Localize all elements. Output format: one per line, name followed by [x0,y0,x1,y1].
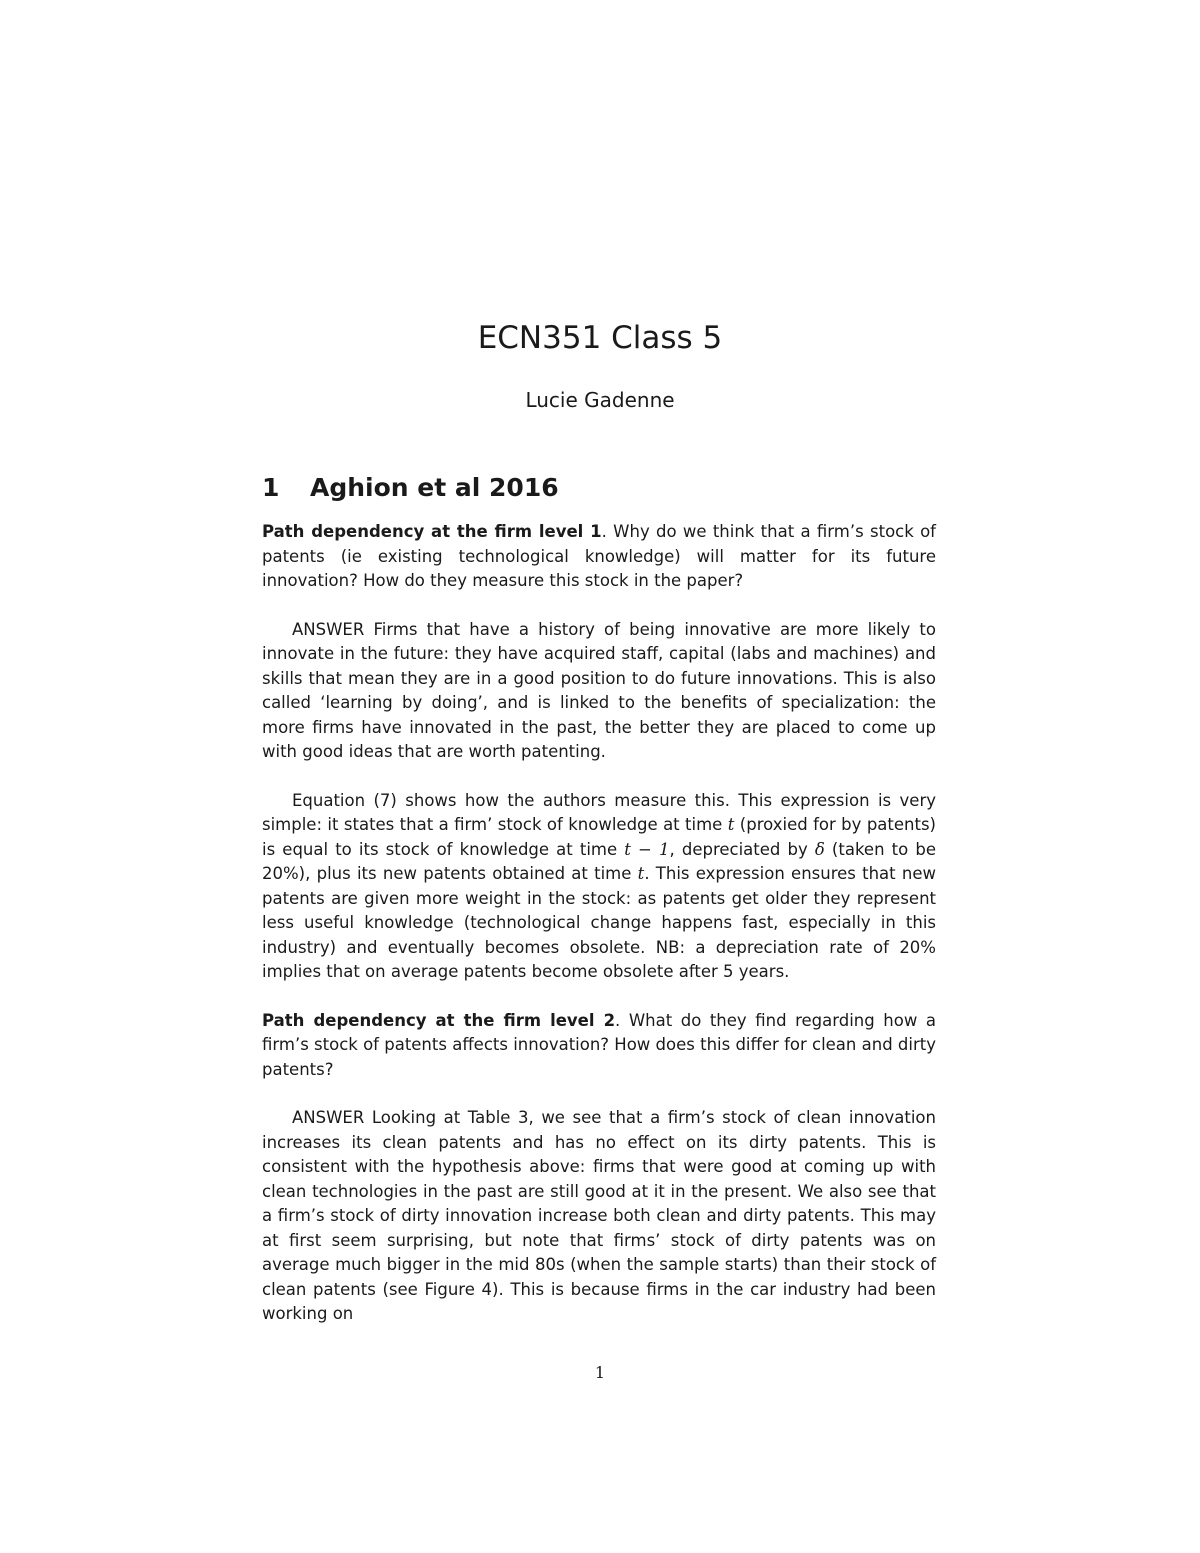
question-paragraph-2 [262,1009,936,1083]
section-title: Aghion et al 2016 [310,473,559,502]
document-title: ECN351 Class 5 [477,320,723,356]
section-number: 1 [262,473,280,502]
section-heading [262,470,936,506]
text-segment: , depreciated by [669,839,815,859]
question-text-2: . What do they find regarding how a firm’s stock of patents affects innovation? How does this differ for clean and dirty patents? [262,1010,936,1079]
math-time-t-minus-1: t − 1 [624,839,670,859]
document-body [262,470,936,1351]
answer-paragraph-2: ANSWER Looking at Table 3, we see that a firm’s stock of clean innovation increases its clean patents and has no effect on its dirty patents. This is consistent with the hypothesis above: firms that were good at coming up with clean technologies in the past are still good at it in the present. We also see that a firm’s stock of dirty innovation increase both clean and dirty patents. This may at first seem surprising, but note that firms’ stock of dirty patents was on average much bigger in the mid 80s (when the sample starts) than their stock of clean patents (see Figure 4). This is because firms in the car industry had been working on [262,1108,936,1323]
text-segment: Equation (7) shows how the authors measure this. This expression is very simple: it states that a firm’ stock of knowledge at time [262,790,936,834]
answer-paragraph-1: ANSWER Firms that have a history of being innovative are more likely to innovate in the future: they have acquired staff, capital (labs and machines) and skills that mean they are in a good position to do future innovations. This is also called ‘learning by doing’, and is linked to the benefits of specialization: the more firms have innovated in the past, the better they are placed to come up with good ideas that are worth patenting. [262,619,936,761]
math-time-t: t [727,815,735,834]
question-text-1: . Why do we think that a firm’s stock of patents (ie existing technological knowledge) will matter for its future innovation? How do they measure this stock in the paper? [262,522,936,590]
text-segment: (taken to be 20%), plus its new patents obtained at time [262,839,936,883]
question-heading-2: Path dependency at the firm level 2 [262,1010,616,1030]
text-segment: (proxied for by patents) is equal to its stock of knowledge at time [262,815,936,859]
question-heading-1: Path dependency at the firm level 1 [262,522,602,541]
page-number: 1 [594,1363,606,1382]
text-segment: . This expression ensures that new patents are given more weight in the stock: as patents get older they represent less useful knowledge (technological change happens fast, especially in this industry) and eventually becomes obsolete. NB: a depreciation rate of 20% implies that on average patents become obsolete after 5 years. [262,864,936,981]
document-author: Lucie Gadenne [525,388,675,412]
math-time-t: t [637,864,645,883]
question-paragraph-1 [262,520,936,594]
math-delta: δ [814,839,825,859]
equation-explanation-paragraph [262,789,936,985]
